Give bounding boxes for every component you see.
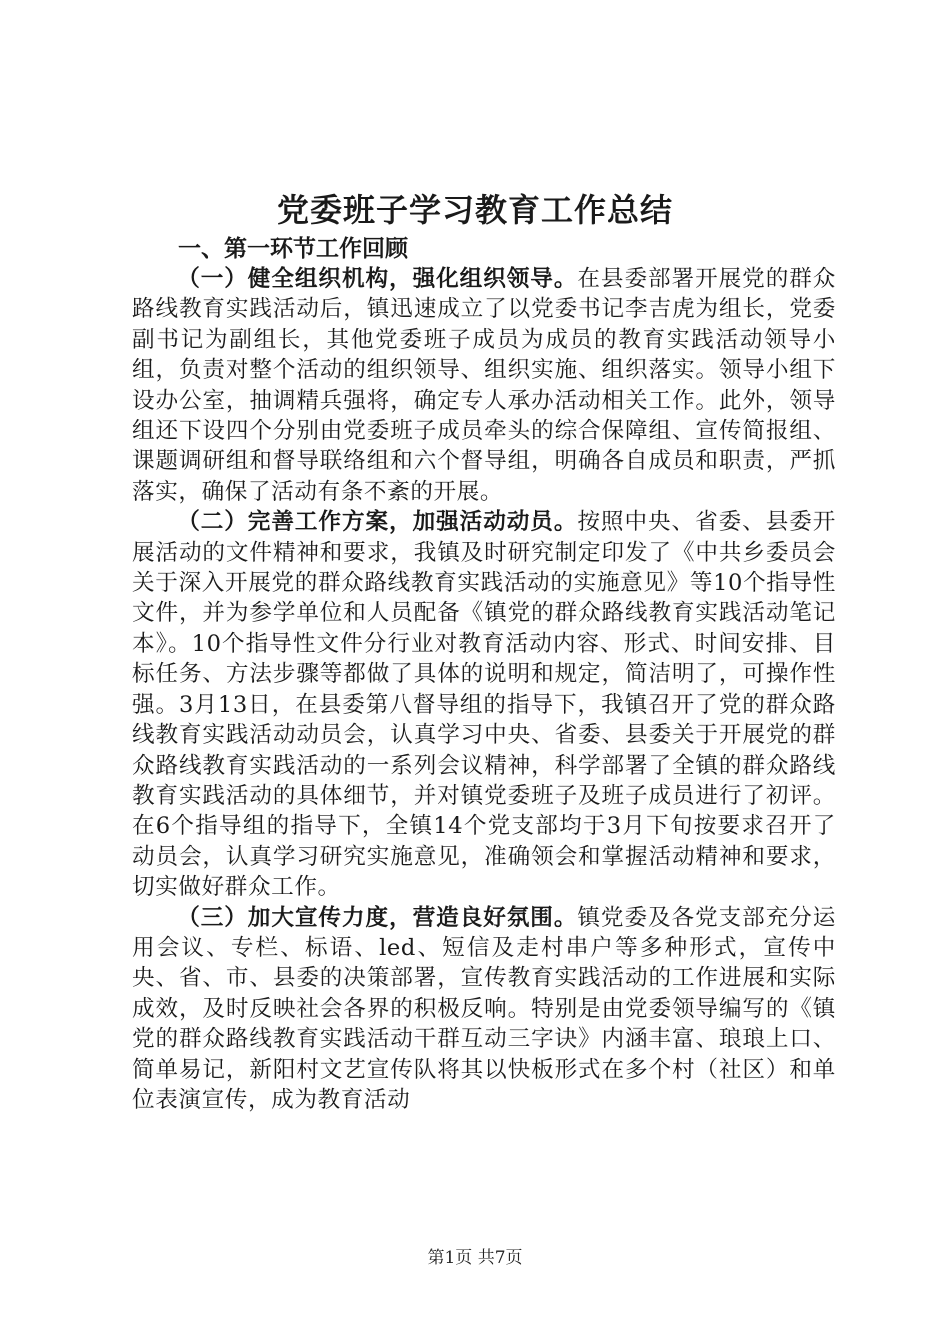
paragraph-2 [132, 507, 836, 902]
paragraph-3-text: 镇党委及各党支部充分运用会议、专栏、标语、led、短信及走村串户等多种形式，宣传中央、省、市、县委的决策部署，宣传教育实践活动的工作进展和实际成效，及时反映社会各界的积极反响。特别是由党委领导编写的《镇党的群众路线教育实践活动干群互动三字诀》内涵丰富、琅琅上口、简单易记，新阳村文艺宣传队将其以快板形式在多个村（社区）和单位表演宣传，成为教育活动 [132, 904, 836, 1113]
paragraph-1-text: 在县委部署开展党的群众路线教育实践活动后，镇迅速成立了以党委书记李吉虎为组长，党委副书记为副组长，其他党委班子成员为成员的教育实践活动领导小组，负责对整个活动的组织领导、组织实施、组织落实。领导小组下设办公室，抽调精兵强将，确定专人承办活动相关工作。此外，领导组还下设四个分别由党委班子成员牵头的综合保障组、宣传简报组、课题调研组和督导联络组和六个督导组，明确各自成员和职责，严抓落实，确保了活动有条不紊的开展。 [132, 266, 836, 505]
document-body [132, 234, 836, 1115]
paragraph-1-lead: （一）健全组织机构，强化组织领导。 [177, 266, 578, 292]
paragraph-3-lead: （三）加大宣传力度，营造良好氛围。 [177, 904, 578, 931]
paragraph-3 [132, 903, 836, 1116]
paragraph-2-text: 按照中央、省委、县委开展活动的文件精神和要求，我镇及时研究制定印发了《中共乡委员会关于深入开展党的群众路线教育实践活动的实施意见》等10个指导性文件，并为参学单位和人员配备《镇党的群众路线教育实践活动笔记本》。10个指导性文件分行业对教育活动内容、形式、时间安排、目标任务、方法步骤等都做了具体的说明和规定，简洁明了，可操作性强。3月13日，在县委第八督导组的指导下，我镇召开了党的群众路线教育实践活动动员会，认真学习中央、省委、县委关于开展党的群众路线教育实践活动的一系列会议精神，科学部署了全镇的群众路线教育实践活动的具体细节，并对镇党委班子及班子成员进行了初评。在6个指导组的指导下，全镇14个党支部均于3月下旬按要求召开了动员会，认真学习研究实施意见，准确领会和掌握活动精神和要求，切实做好群众工作。 [132, 509, 836, 901]
page-footer: 第1页 共7页 [427, 1248, 523, 1268]
paragraph-2-lead: （二）完善工作方案，加强活动动员。 [177, 509, 578, 536]
document-title: 党委班子学习教育工作总结 [276, 191, 673, 229]
section-heading: 一、第一环节工作回顾 [178, 236, 408, 262]
paragraph-1 [132, 264, 836, 507]
